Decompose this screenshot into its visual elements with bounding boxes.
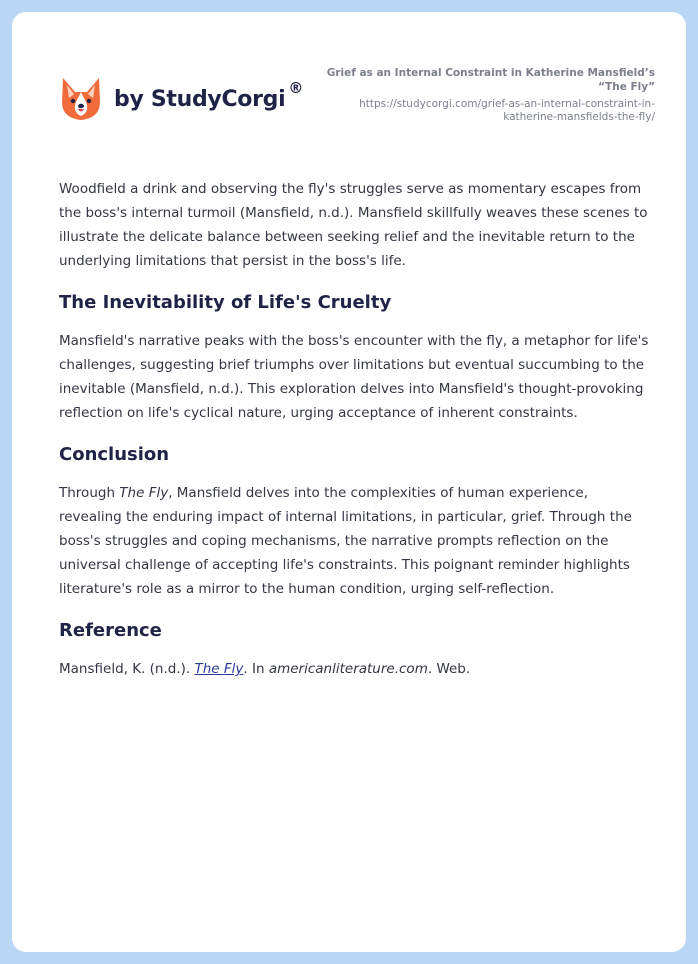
reference-link[interactable]: The Fly [194, 661, 244, 677]
brand-name [114, 78, 304, 112]
brand-text: by StudyCorgi [114, 86, 286, 112]
reference-suffix: . Web. [427, 661, 471, 677]
section-heading-reference: Reference [59, 620, 162, 641]
reference-author: Mansfield, K. (n.d.). [59, 661, 195, 677]
section-heading-inevitability: The Inevitability of Life's Cruelty [59, 292, 392, 313]
studycorgi-logo[interactable] [60, 76, 303, 122]
document-title: Grief as an Internal Constraint in Katherine Mansfield’s “The Fly” [326, 67, 655, 93]
intro-paragraph: Woodfield a drink and observing the fly's struggles serve as momentary escapes from the boss's internal turmoil (Mansfield, n.d.). Mansfield skillfully weaves these scenes to illustrate the delicate balance between seeking relief and the inevitable return to the underlying limitations that persist in the boss's life. [59, 181, 648, 269]
conclusion-paragraph [59, 481, 654, 601]
reference-source: americanliterature.com [268, 661, 428, 677]
article-content [59, 177, 654, 695]
conclusion-work-title: The Fly [119, 485, 169, 501]
conclusion-prefix: Through [59, 485, 120, 501]
conclusion-rest: , Mansfield delves into the complexities of human experience, revealing the enduring impact of internal limitations, in particular, grief. Through the boss's struggles and coping mechanisms, the narrative prompts reflection on the universal challenge of accepting life's constraints. This poignant reminder highlights literature's role as a mirror to the human condition, urging self-reflection. [59, 485, 632, 597]
reference-middle: . In [243, 661, 269, 677]
reference-entry [59, 657, 654, 681]
document-meta [315, 66, 655, 124]
section-heading-conclusion: Conclusion [59, 444, 170, 465]
section-paragraph-inevitability: Mansfield's narrative peaks with the boss's encounter with the fly, a metaphor for life's challenges, suggesting brief triumphs over limitations but eventual succumbing to the inevitable (Mansfield, n.d.). This exploration delves into Mansfield's thought-provoking reflection on life's cyclical nature, urging acceptance of inherent constraints. [59, 333, 649, 421]
document-url[interactable]: https://studycorgi.com/grief-as-an-internal-constraint-in-katherine-mansfields-the-fly/ [359, 98, 655, 123]
corgi-logo-icon [60, 76, 102, 122]
page-header [12, 12, 686, 152]
document-page [12, 12, 686, 952]
registered-mark: ® [288, 78, 304, 97]
